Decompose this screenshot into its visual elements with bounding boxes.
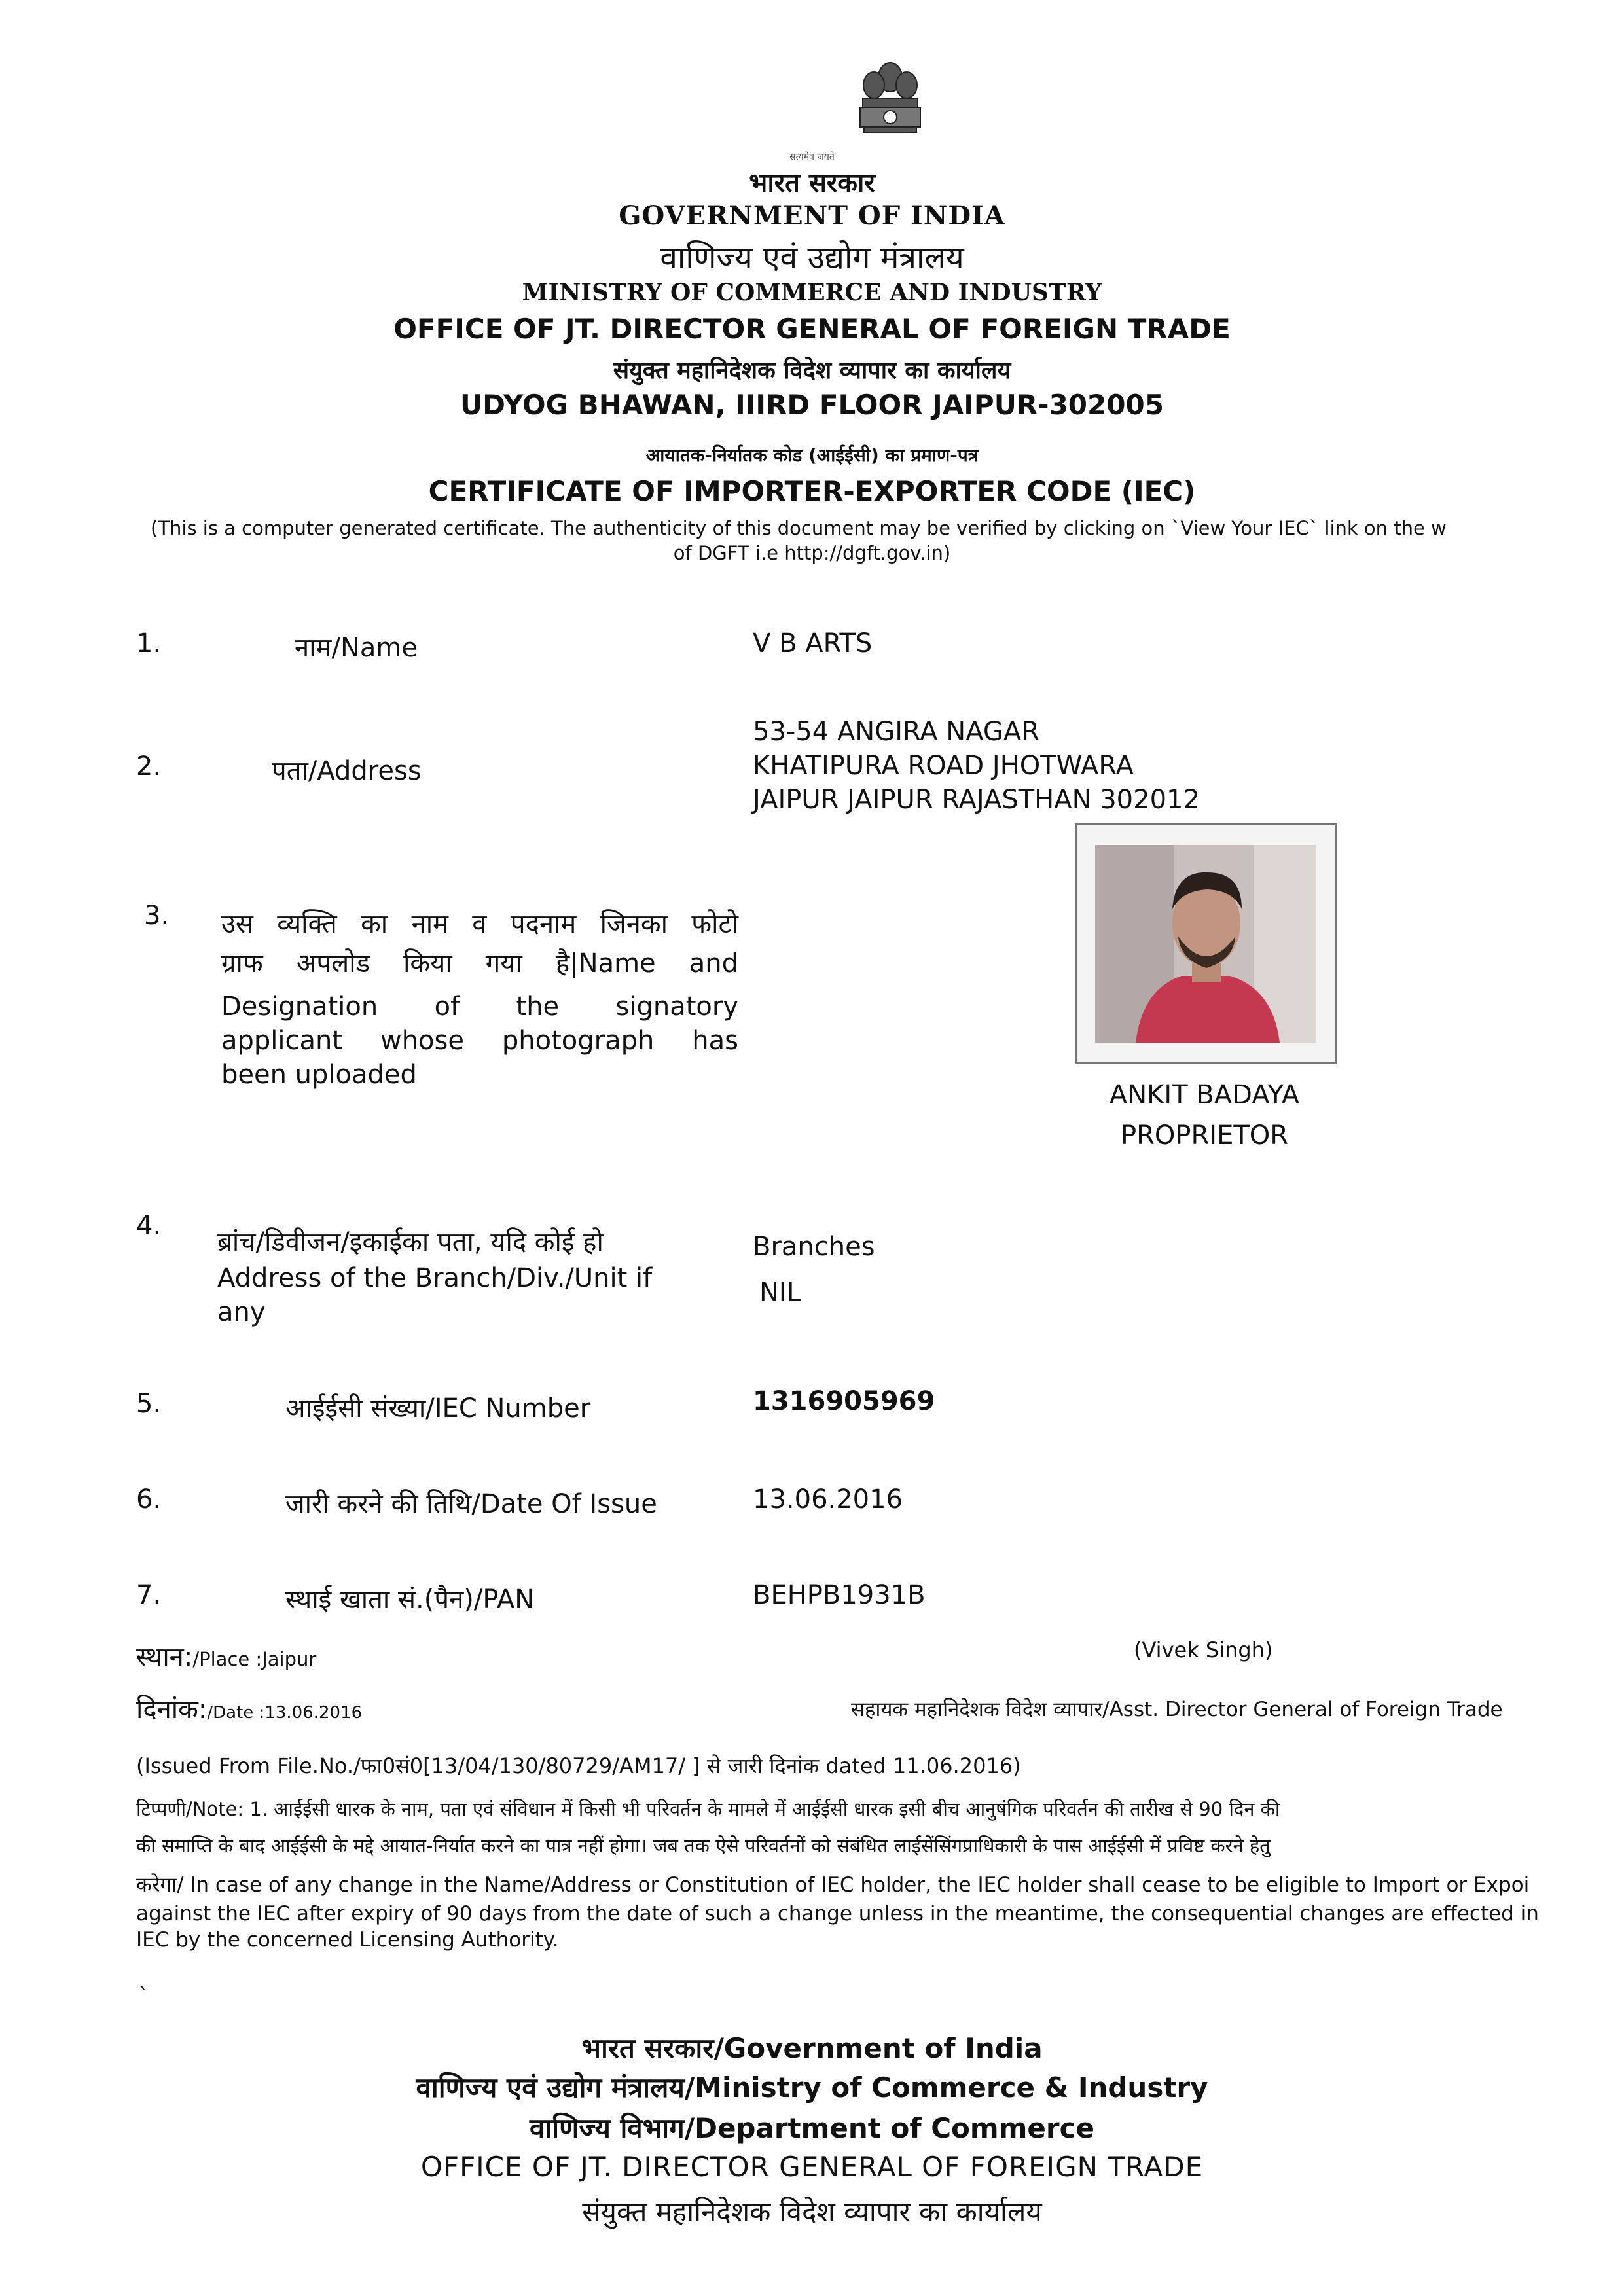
- signatory-label-line-1: उस व्यक्ति का नाम व पदनाम जिनका फोटो: [221, 909, 738, 939]
- place-text: /Place :Jaipur: [192, 1648, 317, 1670]
- note-line-4: against the IEC after expiry of 90 days from the date of such a change unless in the meantime, the consequential changes are effected in: [136, 1902, 1539, 1926]
- cert-title-hindi: आयातक-निर्यातक कोड (आईईसी) का प्रमाण-पत्र: [645, 444, 979, 466]
- address-line-2: KHATIPURA ROAD JHOTWARA: [753, 751, 1134, 781]
- govt-hindi: भारत सरकार: [749, 168, 875, 198]
- ministry-hindi: वाणिज्य एवं उद्योग मंत्रालय: [660, 240, 964, 276]
- date: [136, 1690, 362, 1726]
- signatory-label-line-4: applicant whose photograph has: [221, 1026, 738, 1056]
- disclaimer-line-2: of DGFT i.e http://dgft.gov.in): [673, 542, 951, 564]
- date-text: /Date :13.06.2016: [207, 1703, 363, 1723]
- pan-label: स्थाई खाता सं.(पैन)/PAN: [285, 1585, 535, 1615]
- iec-number-value: 1316905969: [753, 1386, 935, 1416]
- office-address: UDYOG BHAWAN, IIIRD FLOOR JAIPUR-302005: [460, 389, 1164, 421]
- date-of-issue-label: जारी करने की तिथि/Date Of Issue: [285, 1489, 657, 1519]
- branch-label-line-2: Address of the Branch/Div./Unit if: [217, 1263, 653, 1293]
- signatory-officer-designation: सहायक महानिदेशक विदेश व्यापार/Asst. Director General of Foreign Trade: [851, 1698, 1503, 1721]
- address-line-3: JAIPUR JAIPUR RAJASTHAN 302012: [753, 785, 1200, 815]
- issued-from: (Issued From File.No./फा0सं0[13/04/130/80729/AM17/ ] से जारी दिनांक dated 11.06.2016): [136, 1753, 1021, 1778]
- date-of-issue-value: 13.06.2016: [753, 1484, 903, 1515]
- note-line-1: टिप्पणी/Note: 1. आईईसी धारक के नाम, पता एवं संविधान में किसी भी परिवर्तन के मामले में आईईसी धारक इसी बीच आनुषंगिक परिवर्तन की तारीख से 90 दिन की: [136, 1798, 1280, 1820]
- ministry-english: MINISTRY OF COMMERCE AND INDUSTRY: [522, 279, 1102, 306]
- signatory-label-line-3: Designation of the signatory: [221, 992, 738, 1022]
- name-value: V B ARTS: [753, 628, 873, 658]
- name-label: नाम/Name: [295, 633, 418, 663]
- note-line-3: करेगा/ In case of any change in the Name/Address or Constitution of IEC holder, the IEC holder shall cease to be eligible to Import or Expoi: [136, 1873, 1530, 1897]
- address-label: पता/Address: [272, 756, 422, 786]
- field-number: 4.: [136, 1211, 162, 1241]
- stray-mark: `: [139, 1984, 149, 2007]
- signatory-designation: PROPRIETOR: [1120, 1121, 1289, 1151]
- cert-title-english: CERTIFICATE OF IMPORTER-EXPORTER CODE (IEC): [428, 475, 1196, 507]
- signatory-officer-name: (Vivek Singh): [1134, 1638, 1273, 1662]
- person-photo-icon: [1077, 825, 1335, 1062]
- footer-government: भारत सरकार/Government of India: [581, 2032, 1043, 2064]
- footer-ministry: वाणिज्य एवं उद्योग मंत्रालय/Ministry of Commerce & Industry: [416, 2072, 1208, 2104]
- branch-label-line-1: ब्रांच/डिवीजन/इकाईका पता, यदि कोई हो: [217, 1227, 604, 1257]
- iec-number-label: आईईसी संख्या/IEC Number: [285, 1393, 591, 1424]
- signatory-label-line-5: been uploaded: [221, 1060, 417, 1090]
- note-line-5: IEC by the concerned Licensing Authority.: [136, 1928, 559, 1952]
- field-number: 5.: [136, 1389, 162, 1419]
- place: [136, 1638, 316, 1674]
- disclaimer-line-1: (This is a computer generated certificate. The authenticity of this document may be verified by clicking on `View Your IEC` link on the w: [151, 517, 1447, 539]
- signatory-label-line-2: ग्राफ अपलोड किया गया है|Name and: [221, 948, 738, 978]
- footer-office: OFFICE OF JT. DIRECTOR GENERAL OF FOREIGN TRADE: [420, 2151, 1204, 2183]
- address-line-1: 53-54 ANGIRA NAGAR: [753, 717, 1040, 747]
- branch-label-line-3: any: [217, 1297, 266, 1327]
- note-line-2: की समाप्ति के बाद आईईसी के मद्दे आयात-निर्यात करने का पात्र नहीं होगा। जब तक ऐसे परिवर्तनों को संबंधित लाईसेंसिंगप्राधिकारी के पास आईईसी में प्रविष्ट करने हेतु: [136, 1835, 1271, 1857]
- pan-value: BEHPB1931B: [753, 1580, 926, 1610]
- branches-value: NIL: [759, 1278, 802, 1308]
- branches-heading: Branches: [753, 1232, 875, 1262]
- field-number: 1.: [136, 628, 162, 658]
- place-hindi: स्थान:: [136, 1642, 193, 1672]
- office-hindi: संयुक्त महानिदेशक विदेश व्यापार का कार्यालय: [613, 357, 1011, 384]
- date-hindi: दिनांक:: [136, 1695, 208, 1725]
- field-number: 6.: [136, 1484, 162, 1515]
- field-number: 3.: [144, 901, 170, 931]
- footer-department: वाणिज्य विभाग/Department of Commerce: [529, 2112, 1095, 2144]
- emblem-motto: सत्यमेव जयते: [789, 152, 835, 162]
- office-english: OFFICE OF JT. DIRECTOR GENERAL OF FOREIGN TRADE: [393, 313, 1231, 345]
- field-number: 2.: [136, 751, 162, 781]
- applicant-photo: [1075, 823, 1337, 1064]
- field-number: 7.: [136, 1580, 162, 1610]
- govt-english: GOVERNMENT OF INDIA: [619, 200, 1005, 231]
- footer-office-hindi: संयुक्त महानिदेशक विदेश व्यापार का कार्यालय: [582, 2196, 1042, 2228]
- signatory-name: ANKIT BADAYA: [1109, 1080, 1300, 1110]
